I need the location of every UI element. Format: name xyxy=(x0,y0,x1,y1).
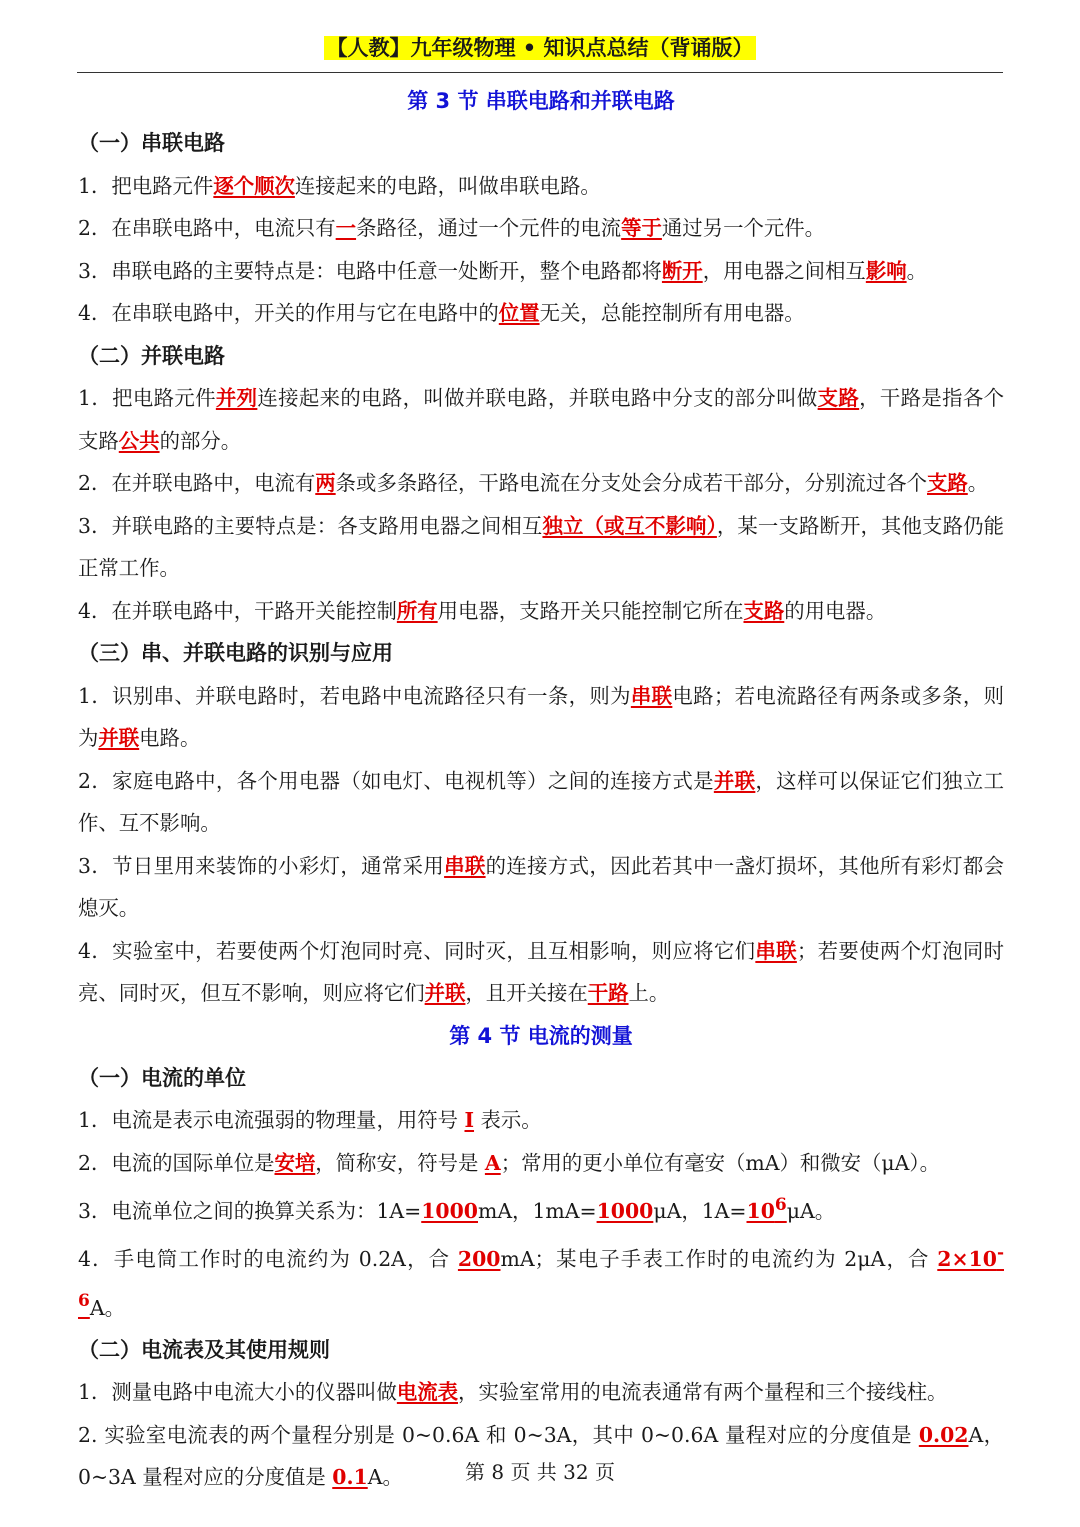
key-term: I xyxy=(464,1108,475,1132)
key-term: A xyxy=(484,1150,501,1175)
section-3-title: 第 3 节 串联电路和并联电路 xyxy=(407,89,675,113)
key-term: 0.02 xyxy=(918,1422,969,1447)
key-term: 1000 xyxy=(421,1198,478,1223)
key-term: 支路 xyxy=(927,471,968,495)
key-term: 所有 xyxy=(396,598,438,623)
paragraph: 2．在串联电路中，电流只有一条路径，通过一个元件的电流等于通过另一个元件。 xyxy=(78,216,826,240)
key-term: 电流表 xyxy=(396,1380,459,1405)
paragraph: 4．在串联电路中，开关的作用与它在电路中的位置无关，总能控制所有用电器。 xyxy=(78,301,805,325)
key-term: 位置 xyxy=(498,301,540,325)
key-term: 支路 xyxy=(817,386,860,410)
key-term: 公共 xyxy=(118,428,160,453)
paragraph: 4．手电筒工作时的电流约为 0.2A，合 200mA；某电子手表工作时的电流约为 2μA，合 $2\times 10^{-6}A$。 xyxy=(78,1243,1004,1320)
paragraph: 2. 实验室电流表的两个量程分别是 0~0.6A 和 0~3A，其中 0~0.6A 量程对应的分度值是 0.02A，0~3A 量程对应的分度值是 0.1A。 xyxy=(78,1422,1004,1490)
paragraph: 1．识别串、并联电路时，若电路中电流路径只有一条，则为串联电路；若电流路径有两条或多条，则为并联电路。 xyxy=(78,683,1005,750)
key-term: 0.1 xyxy=(332,1465,368,1490)
paragraph: 3．电流单位之间的换算关系为：1A=1000mA，1mA=1000μA，$1A=10^6\mu A$。 xyxy=(78,1195,836,1223)
key-term: 影响 xyxy=(865,258,907,283)
subsection-current-unit-title: （一）电流的单位 xyxy=(78,1065,246,1090)
subsection-parallel-title: （二）并联电路 xyxy=(78,343,225,368)
paragraph: 1．测量电路中电流大小的仪器叫做电流表，实验室常用的电流表通常有两个量程和三个接线柱。 xyxy=(78,1380,948,1405)
section-4-title: 第 4 节 电流的测量 xyxy=(449,1023,633,1048)
key-term: 串联 xyxy=(444,853,486,878)
key-term: 支路 xyxy=(743,598,785,623)
paragraph: 2．在并联电路中，电流有两条或多条路径，干路电流在分支处会分成若干部分，分别流过各个支路。 xyxy=(78,471,989,495)
paragraph: 3．并联电路的主要特点是：各支路用电器之间相互独立（或互不影响），某一支路断开，其他支路仍能正常工作。 xyxy=(78,513,1004,580)
key-term: 并列 xyxy=(215,386,258,410)
key-term: 并联 xyxy=(713,768,756,793)
key-term: 并联 xyxy=(98,726,140,750)
paragraph: 2．家庭电路中，各个用电器（如电灯、电视机等）之间的连接方式是并联，这样可以保证它们独立工作、互不影响。 xyxy=(78,768,1005,835)
paragraph: 1．把电路元件并列连接起来的电路，叫做并联电路，并联电路中分支的部分叫做支路，干路是指各个支路公共的部分。 xyxy=(78,386,1005,453)
key-term: 串联 xyxy=(755,938,797,963)
key-term: 干路 xyxy=(587,981,629,1005)
page-header xyxy=(0,32,1080,62)
paragraph: 1．电流是表示电流强弱的物理量，用符号 I 表示。 xyxy=(78,1108,542,1132)
key-term: 等于 xyxy=(621,216,662,240)
paragraph: 3．节日里用来装饰的小彩灯，通常采用串联的连接方式，因此若其中一盏灯损坏，其他所有彩灯都会熄灭。 xyxy=(78,853,1005,920)
header-rule xyxy=(77,72,1003,73)
key-term: 串联 xyxy=(630,683,673,708)
key-term: $2\times 10^{-6}$ xyxy=(78,1243,1004,1312)
paragraph: 1．把电路元件逐个顺次连接起来的电路，叫做串联电路。 xyxy=(78,173,601,198)
key-term: 独立（或互不影响） xyxy=(542,513,717,538)
paragraph: 3．串联电路的主要特点是：电路中任意一处断开，整个电路都将断开，用电器之间相互影响。 xyxy=(78,258,927,283)
header-title: 【人教】九年级物理 • 知识点总结（背诵版） xyxy=(326,36,754,60)
key-term: $10^6$ xyxy=(746,1195,787,1223)
paragraph: 4．实验室中，若要使两个灯泡同时亮、同时灭，且互相影响，则应将它们串联；若要使两个灯泡同时亮、同时灭，但互不影响，则应将它们并联，且开关接在干路上。 xyxy=(78,938,1005,1005)
subsection-series-title: （一）串联电路 xyxy=(78,131,225,155)
key-term: 断开 xyxy=(661,258,703,283)
subsection-identification-title: （三）串、并联电路的识别与应用 xyxy=(78,641,393,665)
key-term: 200 xyxy=(457,1247,501,1272)
page-number: 第 8 页 共 32 页 xyxy=(465,1460,615,1484)
key-term: 两 xyxy=(315,471,336,495)
key-term: 并联 xyxy=(424,981,466,1005)
content xyxy=(78,80,1004,1499)
key-term: 一 xyxy=(335,216,357,240)
key-term: 逐个顺次 xyxy=(213,173,295,198)
paragraph: 2．电流的国际单位是安培，简称安，符号是 A；常用的更小单位有毫安（mA）和微安（μA）。 xyxy=(78,1150,940,1175)
key-term: 1000 xyxy=(596,1198,654,1223)
key-term: 安培 xyxy=(274,1150,316,1175)
subsection-ammeter-title: （二）电流表及其使用规则 xyxy=(78,1337,330,1362)
paragraph: 4．在并联电路中，干路开关能控制所有用电器，支路开关只能控制它所在支路的用电器。 xyxy=(78,598,887,623)
